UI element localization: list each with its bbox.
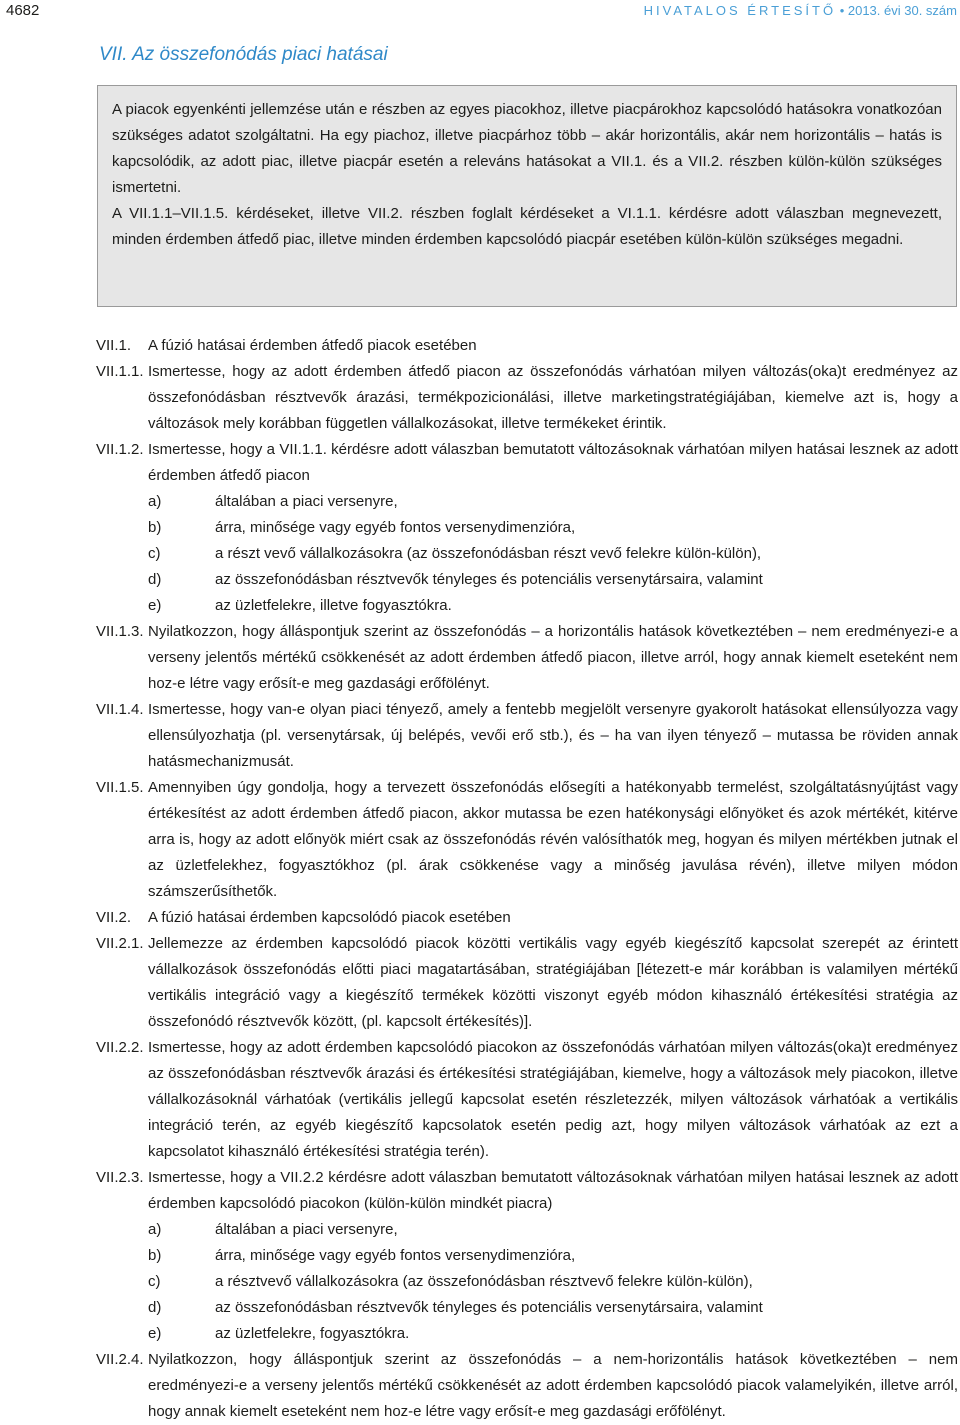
question-body — [148, 697, 958, 775]
question-item — [96, 905, 958, 931]
question-number: VII.1.5. — [96, 779, 144, 796]
question-number: VII.2.1. — [96, 935, 144, 952]
question-number: VII.1. — [96, 337, 132, 354]
question-text: Nyilatkozzon, hogy álláspontjuk szerint az összefonódás – a horizontális hatások következtében – nem eredményezi-e a verseny jelentős mértékű csökkenését az adott érdemben átfedő piacon, illetve arról, hogy annak kiemelt eseteként nem hoz-e létre vagy erősít-e meg gazdasági erőfölényt. — [148, 623, 958, 692]
question-body — [148, 333, 958, 359]
journal-name: HIVATALOS ÉRTESÍTŐ — [643, 3, 837, 18]
question-text: Amennyiben úgy gondolja, hogy a tervezett összefonódás elősegíti a hatékonyabb termelést, szolgáltatásnyújtást vagy értékesítést az adott érdemben átfedő piacon, akkor mutassa be ezen hatékonysági előnyöket és azok mértékét, kitérve arra is, hogy az adott előnyök miért csak az összefonódás révén valósíthatók meg, hogyan és milyen mértékben jutnak el az üzletfelekhez, fogyasztókhoz (pl. árak csökkenése vagy a minőség javulása révén), illetve milyen módon számszerűsíthetők. — [148, 779, 958, 900]
question-text: A fúzió hatásai érdemben kapcsolódó piacok esetében — [148, 909, 511, 926]
question-body — [148, 437, 958, 619]
sub-item-letter: c) — [148, 545, 161, 562]
page-header — [0, 0, 960, 22]
question-body — [148, 905, 958, 931]
question-number: VII.2.4. — [96, 1351, 144, 1368]
sub-item-text: általában a piaci versenyre, — [215, 493, 398, 510]
sub-item-text: a részt vevő vállalkozásokra (az összefonódásban részt vevő felekre külön-külön), — [215, 545, 762, 562]
sub-item-letter: b) — [148, 519, 162, 536]
question-body — [148, 1347, 958, 1425]
instruction-box — [97, 85, 957, 307]
journal-title — [644, 0, 957, 22]
sub-item-text: a résztvevő vállalkozásokra (az összefonódásban résztvevő felekre külön-külön), — [215, 1273, 753, 1290]
question-body — [148, 775, 958, 905]
question-text: A fúzió hatásai érdemben átfedő piacok esetében — [148, 337, 477, 354]
question-body — [148, 931, 958, 1035]
section-title: VII. Az összefonódás piaci hatásai — [99, 44, 388, 65]
sub-item-text: az üzletfelekre, illetve fogyasztókra. — [215, 597, 452, 614]
sub-item-letter: d) — [148, 1299, 162, 1316]
sub-item-letter: b) — [148, 1247, 162, 1264]
sub-item — [148, 1321, 958, 1347]
question-item — [96, 333, 958, 359]
sub-item — [148, 1217, 958, 1243]
instruction-paragraph-2: A VII.1.1–VII.1.5. kérdéseket, illetve VII.2. részben foglalt kérdéseket a VI.1.1. kérdésre adott válaszban megnevezett, minden érdemben átfedő piac, illetve minden érdemben kapcsolódó piacpár esetében külön-külön szükséges megadni. — [112, 205, 942, 248]
question-number: VII.1.2. — [96, 441, 144, 458]
question-item — [96, 359, 958, 437]
question-text: Ismertesse, hogy a VII.1.1. kérdésre adott válaszban bemutatott változásoknak várhatóan milyen hatásai lesznek az adott érdemben átfedő piacon — [148, 441, 958, 484]
sub-item-text: árra, minősége vagy egyéb fontos versenydimenzióra, — [215, 1247, 576, 1264]
sub-item — [148, 593, 958, 619]
question-body — [148, 1165, 958, 1347]
question-text: Nyilatkozzon, hogy álláspontjuk szerint az összefonódás – a nem-horizontális hatások következtében – nem eredményezi-e a verseny jelentős mértékű csökkenését az adott érdemben kapcsolódó piacok valamelyikén, illetve arról, hogy annak kiemelt eseteként nem hoz-e létre vagy erősít-e meg gazdasági erőfölényt. — [148, 1351, 958, 1420]
sub-item — [148, 567, 958, 593]
question-item — [96, 1347, 958, 1425]
sub-item-letter: c) — [148, 1273, 161, 1290]
question-text: Jellemezze az érdemben kapcsolódó piacok közötti vertikális vagy egyéb kiegészítő kapcsolat szerepét az érintett vállalkozások összefonódás előtti piaci magatartásában, stratégiájában [létezett-e már korábban is valamilyen mértékű vertikális integráció vagy a kiegészítő termékek közötti viszonyt egyéb módon kihasználó értékesítési stratégia az összefonódó résztvevők között, (pl. kapcsolt értékesítés)]. — [148, 935, 958, 1030]
sub-item — [148, 1269, 958, 1295]
question-number: VII.1.3. — [96, 623, 144, 640]
question-list — [96, 333, 958, 1425]
instruction-paragraph-1: A piacok egyenkénti jellemzése után e részben az egyes piacokhoz, illetve piacpárokhoz kapcsolódó hatásokra vonatkozóan szükséges adatot szolgáltatni. Ha egy piachoz, illetve piacpárhoz több – akár horizontális, akár nem horizontális – hatás is kapcsolódik, az adott piac, illetve piacpár esetén a releváns hatásokat a VII.1. és a VII.2. részben külön-külön szükséges ismertetni. — [112, 101, 942, 196]
question-item — [96, 619, 958, 697]
sub-item — [148, 515, 958, 541]
question-body — [148, 1035, 958, 1165]
sub-item — [148, 489, 958, 515]
sub-item-text: az üzletfelekre, fogyasztókra. — [215, 1325, 410, 1342]
question-item — [96, 775, 958, 905]
question-item — [96, 1035, 958, 1165]
sub-item-letter: a) — [148, 493, 162, 510]
question-body — [148, 619, 958, 697]
sub-item-text: az összefonódásban résztvevők tényleges és potenciális versenytársaira, valamint — [215, 1299, 763, 1316]
question-number: VII.2.3. — [96, 1169, 144, 1186]
sub-item-letter: e) — [148, 1325, 162, 1342]
sub-item-letter: d) — [148, 571, 162, 588]
page-number: 4682 — [6, 2, 40, 19]
sub-item-letter: e) — [148, 597, 162, 614]
sub-item-text: árra, minősége vagy egyéb fontos versenydimenzióra, — [215, 519, 576, 536]
question-body — [148, 359, 958, 437]
sub-item-text: az összefonódásban résztvevők tényleges és potenciális versenytársaira, valamint — [215, 571, 763, 588]
sub-item — [148, 1295, 958, 1321]
question-item — [96, 697, 958, 775]
question-number: VII.1.1. — [96, 363, 144, 380]
journal-issue: • 2013. évi 30. szám — [836, 3, 957, 18]
question-item — [96, 1165, 958, 1347]
question-text: Ismertesse, hogy van-e olyan piaci tényező, amely a fentebb megjelölt versenyre gyakorolt hatásokat ellensúlyozza vagy ellensúlyozhatja (pl. versenytársak, új belépés, vevői erő stb.), és – ha van ilyen tényező – mutassa be röviden annak hatásmechanizmusát. — [148, 701, 958, 770]
question-item — [96, 931, 958, 1035]
sub-item — [148, 1243, 958, 1269]
question-item — [96, 437, 958, 619]
question-text: Ismertesse, hogy a VII.2.2 kérdésre adott válaszban bemutatott változásoknak várhatóan milyen hatásai lesznek az adott érdemben kapcsolódó piacokon (külön-külön mindkét piacra) — [148, 1169, 958, 1212]
question-text: Ismertesse, hogy az adott érdemben kapcsolódó piacokon az összefonódás várhatóan milyen változás(oka)t eredményez az összefonódásban résztvevők árazási és értékesítési stratégiájában, kiemelve, hogy a változások mely piacokon, illetve vállalkozásoknál várhatóak (vertikális jellegű kapcsolat esetén részletezzék, milyen változások várhatóak a vertikális integráció terén, az egyéb kiegészítő kapcsolatok esetén pedig azt, hogy milyen változások várhatóak az ezt a kapcsolatot kihasználó értékesítési stratégia terén). — [148, 1039, 958, 1160]
sub-item — [148, 541, 958, 567]
question-number: VII.2.2. — [96, 1039, 144, 1056]
question-number: VII.2. — [96, 909, 132, 926]
sub-item-letter: a) — [148, 1221, 162, 1238]
question-text: Ismertesse, hogy az adott érdemben átfedő piacon az összefonódás várhatóan milyen változás(oka)t eredményez az összefonódásban résztvevők árazási, termékpozicionálási, illetve marketingstratégiájában, kiemelve azt is, hogy a változások mely korábban független vállalkozásokat, illetve termékeket érintik. — [148, 363, 958, 432]
question-number: VII.1.4. — [96, 701, 144, 718]
sub-item-text: általában a piaci versenyre, — [215, 1221, 398, 1238]
